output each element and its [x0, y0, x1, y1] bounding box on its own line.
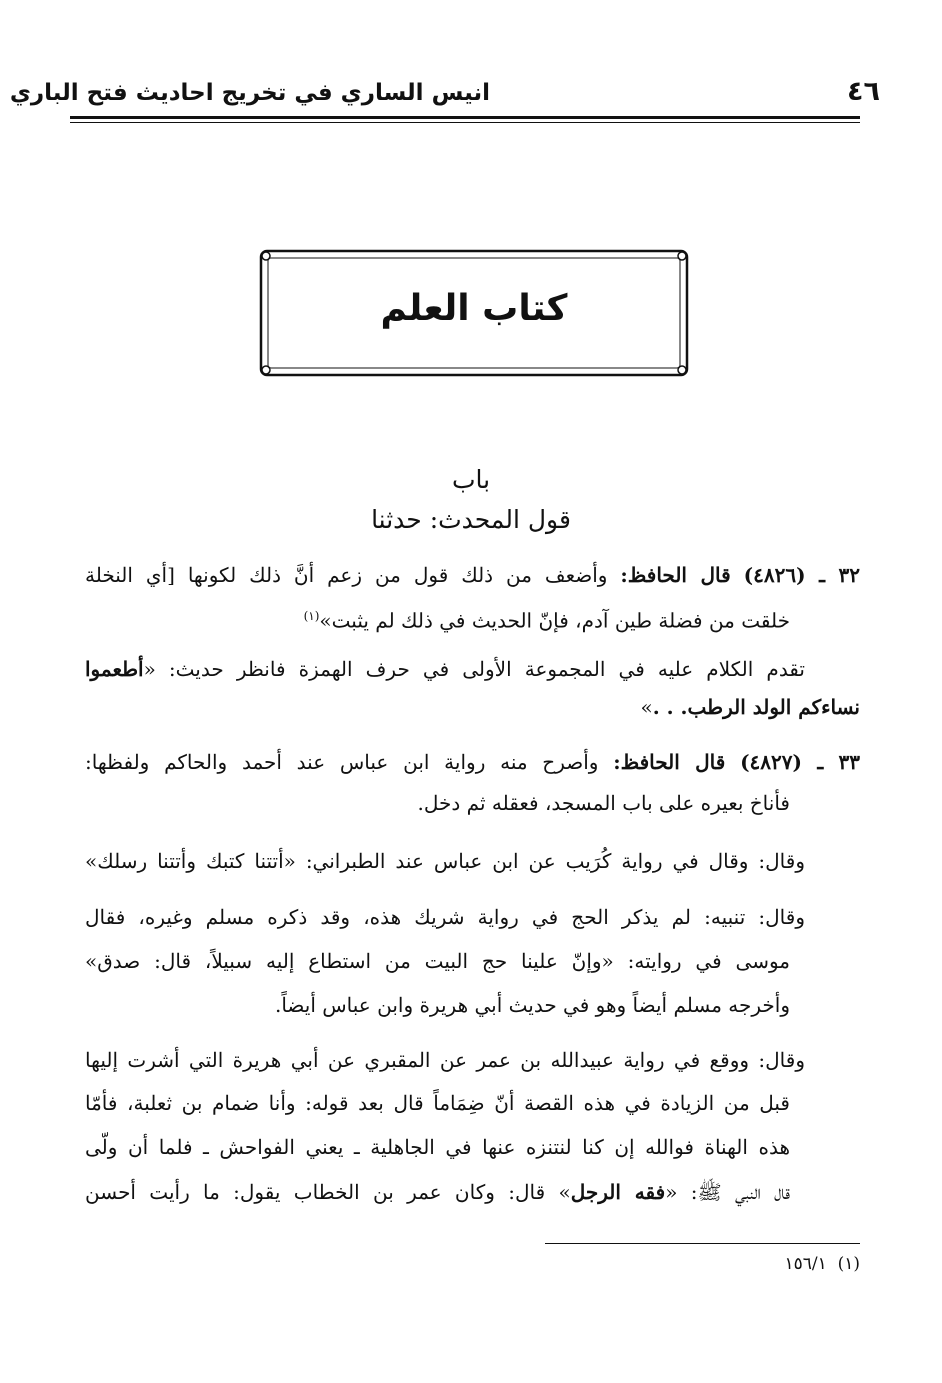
- entry-32-line-3: تقدم الكلام عليه في المجموعة الأولى في حرف الهمزة فانظر حديث: «أطعموا: [85, 657, 805, 681]
- entry-33-line-3: وقال: وقال في رواية كُرَيب عن ابن عباس عند الطبراني: «أتتنا كتبك وأتتنا رسلك»: [85, 849, 805, 873]
- footnote-rule: [545, 1243, 860, 1244]
- footnote-marker: (١): [303, 609, 320, 623]
- entry-33-line-6: وأخرجه مسلم أيضاً وهو في حديث أبي هريرة وابن عباس أيضاً.: [274, 993, 790, 1017]
- footnote-reference: ١٥٦/١: [784, 1254, 827, 1274]
- chapter-title: قول المحدث: حدثنا: [371, 505, 571, 534]
- entry-33-line-2: فأناخ بعيره على باب المسجد، فعقله ثم دخل.: [417, 791, 790, 815]
- header-rule-thick: [70, 116, 860, 119]
- entry-33-line-1: ٣٣ ـ (٤٨٢٧) قال الحافظ: وأصرح منه رواية ابن عباس عند أحمد والحاكم ولفظها:: [85, 750, 861, 774]
- entry-33-line-5: موسى في روايته: «وإنّ علينا حج البيت من استطاع إليه سبيلاً، قال: صدق»: [85, 949, 790, 973]
- footnote-number: (١): [837, 1254, 860, 1274]
- entry-32-line-4: نساءكم الولد الرطب. . .»: [640, 695, 860, 719]
- entry-32-line-1: ٣٢ ـ (٤٨٢٦) قال الحافظ: وأضعف من ذلك قول من زعم أنَّ ذلك لكونها [أي النخلة: [85, 563, 861, 587]
- book-title: كتاب العلم: [380, 288, 568, 329]
- page-number: ٤٦: [847, 76, 880, 107]
- entry-33-line-8: قبل من الزيادة في هذه القصة أنّ ضِمَاماً قال بعد قوله: وأنا ضمام بن ثعلبة، فأمّا: [85, 1091, 790, 1115]
- entry-33-line-9: هذه الهناة فوالله إن كنا لنتنزه عنها في الجاهلية ـ يعني الفواحش ـ فلما أن ولّى: [85, 1135, 790, 1159]
- running-title: انيس الساري في تخريج احاديث فتح الباري: [9, 80, 490, 106]
- footnote: [700, 1254, 860, 1274]
- header-rule-thin: [70, 122, 860, 123]
- entry-33-line-10: قال النبي ﷺ: «فقه الرجل» قال: وكان عمر بن الخطاب يقول: ما رأيت أحسن: [85, 1180, 791, 1204]
- entry-33-line-4: وقال: تنبيه: لم يذكر الحج في رواية شريك هذه، وقد ذكره مسلم وغيره، فقال: [85, 905, 805, 929]
- chapter-label: باب: [451, 465, 491, 494]
- entry-33-line-7: وقال: ووقع في رواية عبيدالله بن عمر عن المقبري عن أبي هريرة التي أشرت إليها: [85, 1048, 805, 1072]
- entry-32-line-2: خلقت من فضلة طين آدم، فإنّ الحديث في ذلك لم يثبت»$^{(١)}$: [303, 608, 790, 633]
